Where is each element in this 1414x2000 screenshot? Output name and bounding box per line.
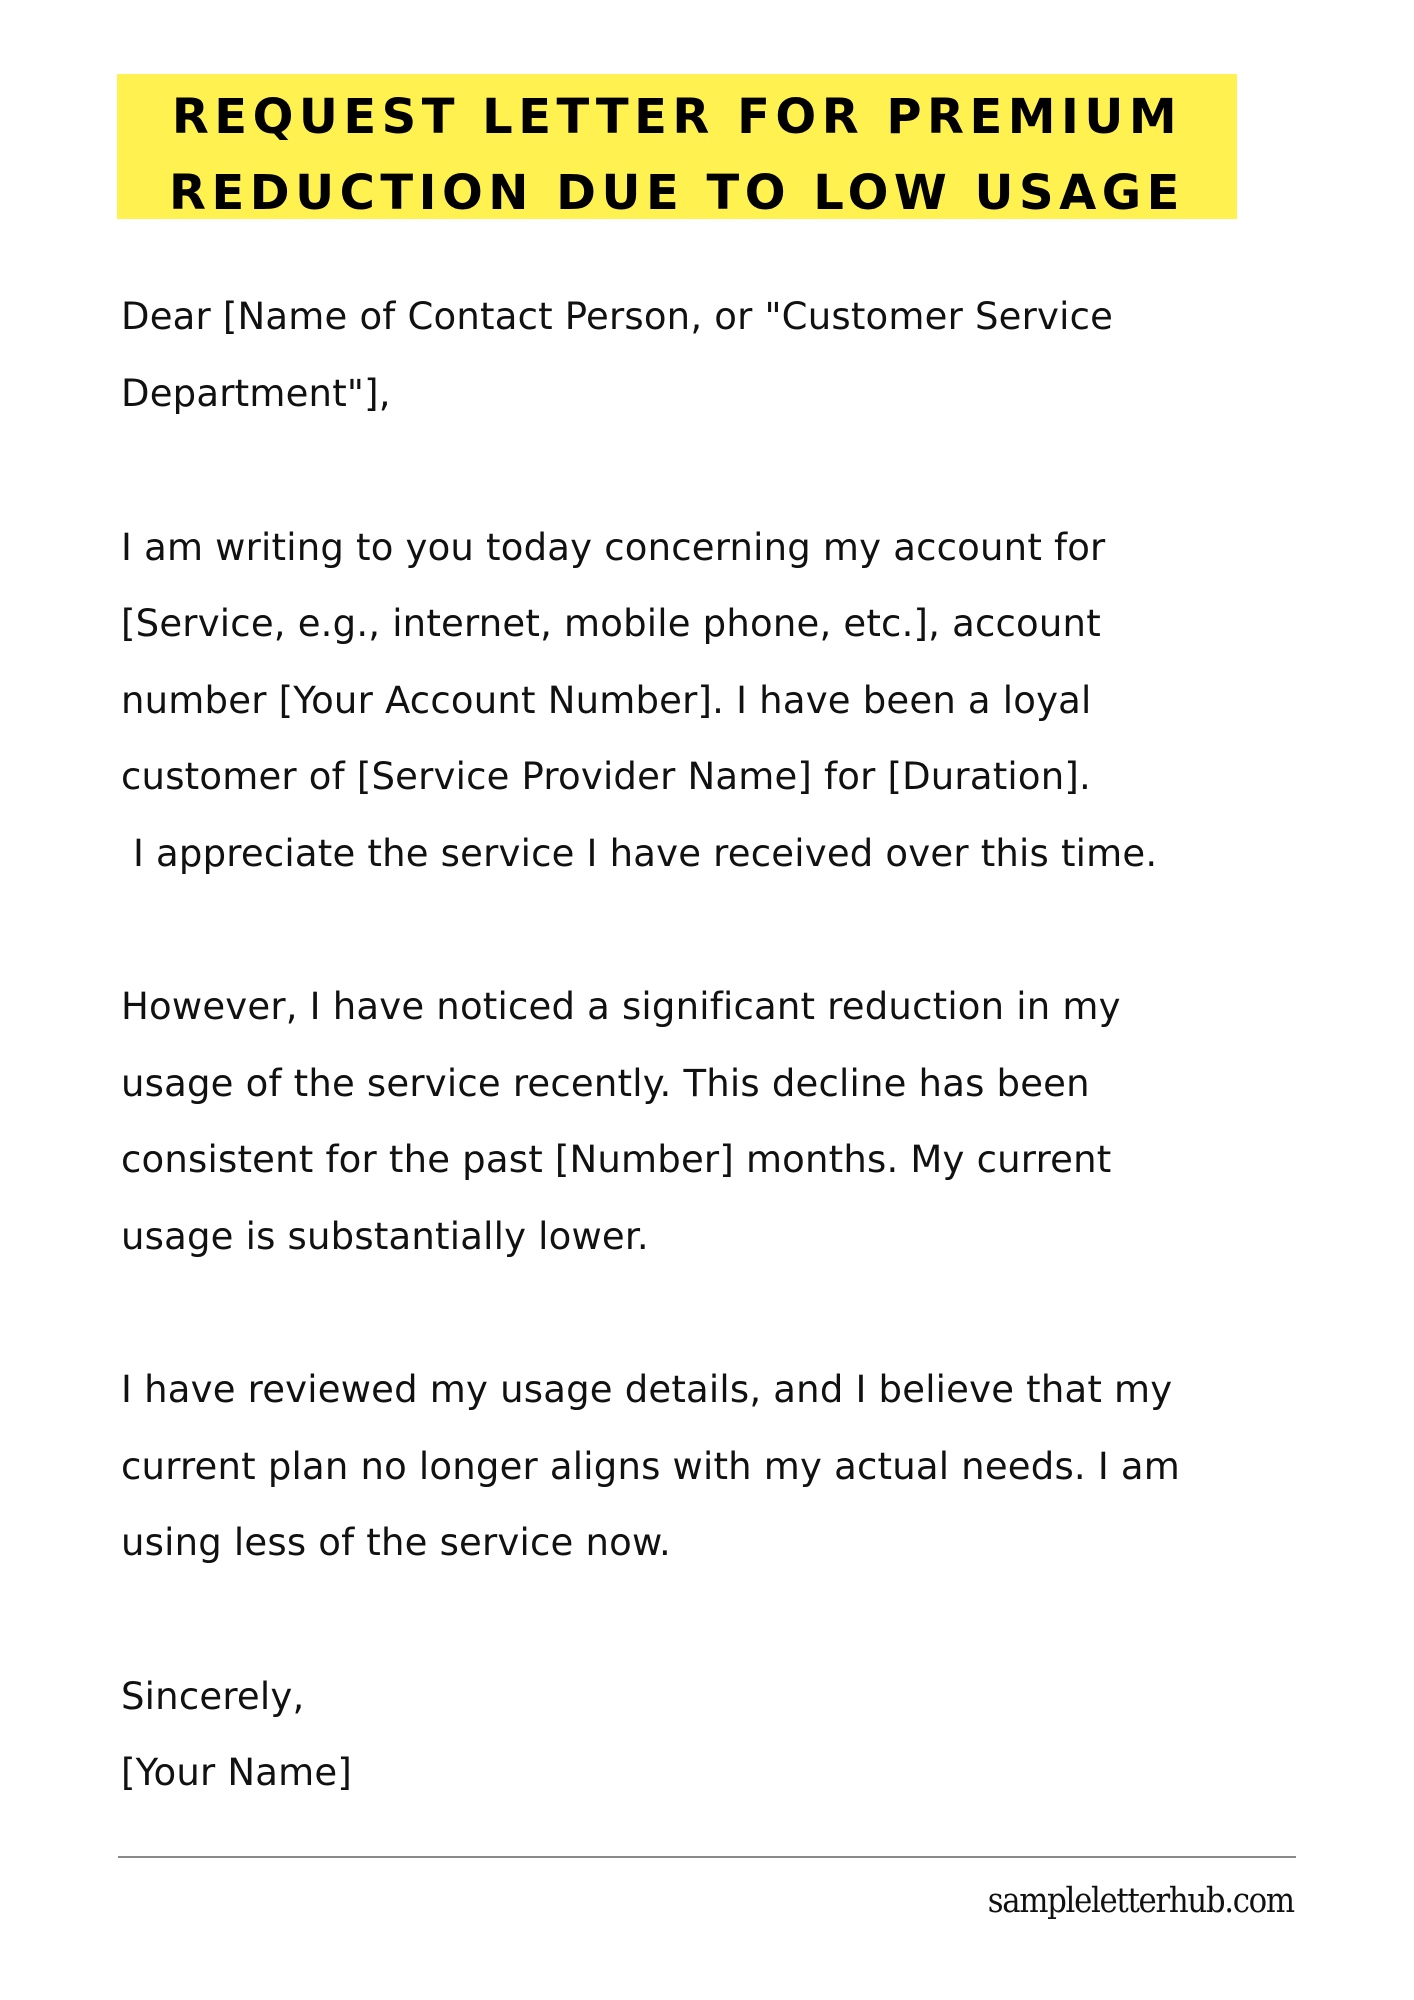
signature: [Your Name]	[121, 1751, 352, 1794]
footer-site-name: sampleletterhub.com	[987, 1881, 1294, 1921]
paragraph-2-line-3: consistent for the past [Number] months. My current	[121, 1138, 1112, 1181]
salutation-line-1: Dear [Name of Contact Person, or "Customer Service	[121, 295, 1114, 338]
paragraph-2-line-1: However, I have noticed a significant reduction in my	[121, 985, 1121, 1028]
paragraph-3-line-2: current plan no longer aligns with my actual needs. I am	[121, 1445, 1181, 1488]
paragraph-1-line-2: [Service, e.g., internet, mobile phone, etc.], account	[121, 602, 1101, 645]
paragraph-1-line-5: I appreciate the service I have received over this time.	[121, 832, 1158, 875]
closing: Sincerely,	[121, 1675, 305, 1718]
title-line-2: REDUCTION DUE TO LOW USAGE	[169, 165, 1185, 221]
paragraph-3-line-1: I have reviewed my usage details, and I believe that my	[121, 1368, 1173, 1411]
footer-divider	[118, 1856, 1296, 1858]
title-highlight-box	[117, 74, 1237, 219]
paragraph-3-line-3: using less of the service now.	[121, 1521, 671, 1564]
paragraph-1-line-3: number [Your Account Number]. I have been a loyal	[121, 679, 1092, 722]
salutation-line-2: Department"],	[121, 372, 391, 415]
title-line-1: REQUEST LETTER FOR PREMIUM	[171, 89, 1183, 145]
paragraph-1-line-4: customer of [Service Provider Name] for [Duration].	[121, 755, 1091, 798]
paragraph-2-line-2: usage of the service recently. This decline has been	[121, 1062, 1090, 1105]
paragraph-2-line-4: usage is substantially lower.	[121, 1215, 649, 1258]
paragraph-1-line-1: I am writing to you today concerning my account for	[121, 526, 1106, 569]
